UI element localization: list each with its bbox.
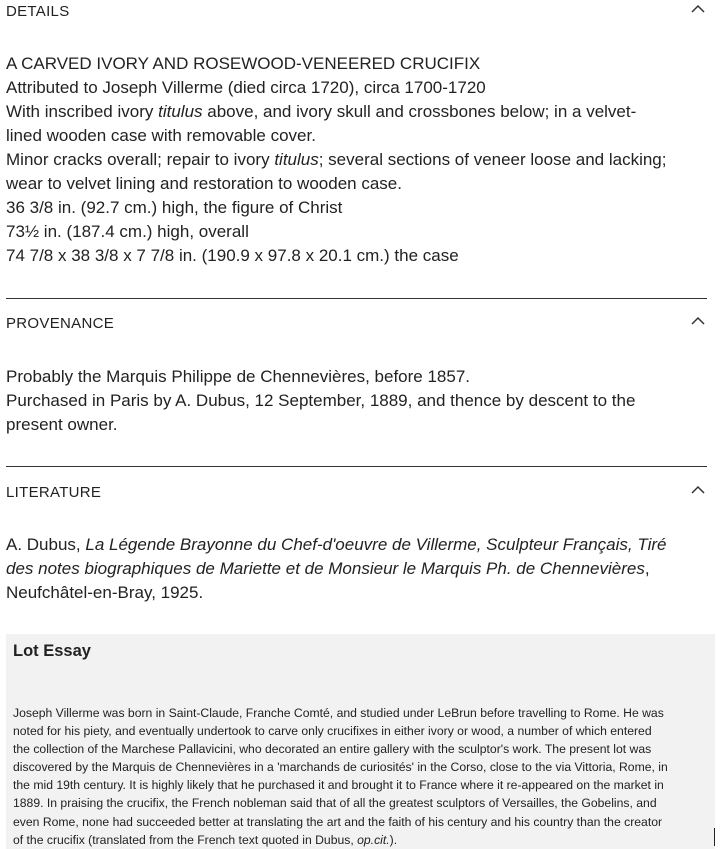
essay-line: noted for his piety, and eventually undertook to carve only crucifixes in either ivory or wood, a number of which entered — [13, 724, 652, 739]
essay-line: Joseph Villerme was born in Saint-Claude, Franche Comté, and studied under LeBrun before travelling to Rome. He was — [13, 706, 664, 720]
literature-line: Neufchâtel-en-Bray, 1925. — [6, 583, 204, 602]
details-line: lined wooden case with removable cover. — [6, 126, 316, 145]
provenance-header[interactable] — [6, 312, 707, 336]
divider — [6, 298, 707, 299]
details-line: 74 7/8 x 38 3/8 x 7 7/8 in. (190.9 x 97.8 x 20.1 cm.) the case — [6, 246, 459, 265]
provenance-line: Purchased in Paris by A. Dubus, 12 September, 1889, and thence by descent to the — [6, 391, 636, 410]
provenance-body — [6, 365, 707, 437]
details-line: A CARVED IVORY AND ROSEWOOD-VENEERED CRUCIFIX — [6, 54, 481, 73]
chevron-up-icon[interactable] — [691, 4, 705, 14]
details-line: Attributed to Joseph Villerme (died circa 1720), circa 1700-1720 — [6, 78, 486, 97]
divider — [6, 466, 707, 467]
details-title: DETAILS — [6, 3, 70, 20]
provenance-line: present owner. — [6, 415, 118, 434]
details-section — [6, 0, 707, 265]
literature-header[interactable] — [6, 481, 707, 505]
essay-line: the collection of the Marchese Pallavicini, who decorated an entire gallery with the sculptor's work. The present lot was — [13, 742, 652, 757]
chevron-up-icon[interactable] — [691, 316, 705, 326]
essay-line: discovered by the Marquis de Chennevières in a 'marchands de curiosités' in the Corso, close to the via Vittoria, Rome, in — [13, 760, 668, 775]
literature-body — [6, 533, 707, 605]
essay-line: the mid 19th century. It is highly likely that he purchased it and brought it to France where it re-appeared on the market in — [13, 778, 664, 793]
essay-line: even Rome, none had succeeded better at translating the art and the faith of his century and his country than the creator — [13, 814, 663, 829]
details-line: 36 3/8 in. (92.7 cm.) high, the figure of Christ — [6, 198, 343, 217]
lot-essay-panel — [6, 634, 715, 849]
details-header[interactable] — [6, 0, 707, 24]
details-line: With inscribed ivory titulus above, and ivory skull and crossbones below; in a velvet- — [6, 102, 637, 121]
provenance-line: Probably the Marquis Philippe de Chennevières, before 1857. — [6, 367, 471, 386]
provenance-title: PROVENANCE — [6, 315, 115, 332]
literature-title: LITERATURE — [6, 484, 102, 501]
essay-line: of the crucifix (translated from the French text quoted in Dubus, op.cit.). — [13, 832, 398, 847]
details-line: 73½ in. (187.4 cm.) high, overall — [6, 222, 249, 241]
details-line: Minor cracks overall; repair to ivory titulus; several sections of veneer loose and lacking; — [6, 150, 667, 169]
lot-essay-text — [13, 704, 711, 849]
chevron-up-icon[interactable] — [691, 485, 705, 495]
literature-line: A. Dubus, La Légende Brayonne du Chef-d'oeuvre de Villerme, Sculpteur Français, Tiré — [6, 535, 667, 554]
provenance-section — [6, 312, 707, 434]
literature-section — [6, 481, 707, 602]
literature-line: des notes biographiques de Mariette et de Monsieur le Marquis Ph. de Chennevières, — [6, 559, 650, 578]
lot-essay-title: Lot Essay — [13, 642, 91, 660]
scrollbar-thumb[interactable] — [714, 828, 715, 846]
details-line: wear to velvet lining and restoration to wooden case. — [6, 174, 402, 193]
details-body — [6, 52, 707, 268]
essay-line: 1889. In praising the crucifix, the French nobleman said that of all the greatest sculptors of Versailles, the Gobelins, and — [13, 796, 657, 811]
